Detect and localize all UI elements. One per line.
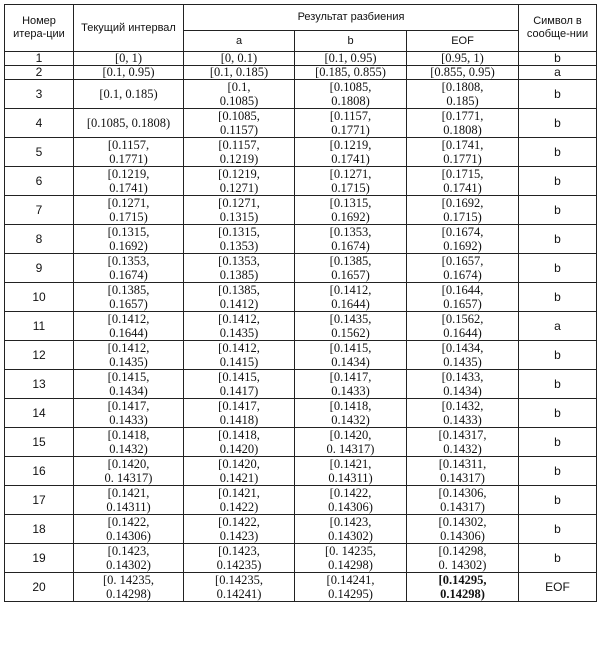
cell-interval-b: [0.14241, 0.14295) <box>295 573 407 602</box>
cell-iteration: 5 <box>5 138 74 167</box>
cell-interval-b: [0.1415, 0.1434) <box>295 341 407 370</box>
cell-symbol: a <box>519 66 597 80</box>
cell-iteration: 17 <box>5 486 74 515</box>
table-row <box>5 109 597 138</box>
cell-symbol: a <box>519 312 597 341</box>
table-row <box>5 544 597 573</box>
cell-symbol: b <box>519 52 597 66</box>
table-row <box>5 80 597 109</box>
cell-symbol: EOF <box>519 573 597 602</box>
cell-current-interval: [0.1, 0.185) <box>74 80 184 109</box>
cell-interval-b: [0. 14235, 0.14298) <box>295 544 407 573</box>
cell-interval-eof: [0.1434, 0.1435) <box>407 341 519 370</box>
cell-interval-eof: [0.1644, 0.1657) <box>407 283 519 312</box>
cell-interval-b: [0.1385, 0.1657) <box>295 254 407 283</box>
cell-interval-b: [0.1315, 0.1692) <box>295 196 407 225</box>
cell-symbol: b <box>519 225 597 254</box>
table-row <box>5 370 597 399</box>
cell-interval-a: [0.1315, 0.1353) <box>184 225 295 254</box>
table-row <box>5 399 597 428</box>
cell-symbol: b <box>519 457 597 486</box>
cell-interval-b: [0.1085, 0.1808) <box>295 80 407 109</box>
cell-iteration: 6 <box>5 167 74 196</box>
cell-interval-b: [0.1422, 0.14306) <box>295 486 407 515</box>
cell-interval-eof: [0.855, 0.95) <box>407 66 519 80</box>
cell-current-interval: [0.1, 0.95) <box>74 66 184 80</box>
cell-interval-eof: [0.1674, 0.1692) <box>407 225 519 254</box>
cell-interval-a: [0.1219, 0.1271) <box>184 167 295 196</box>
table-row <box>5 486 597 515</box>
cell-interval-eof: [0.1692, 0.1715) <box>407 196 519 225</box>
cell-interval-eof: [0.14311, 0.14317) <box>407 457 519 486</box>
cell-iteration: 16 <box>5 457 74 486</box>
cell-iteration: 2 <box>5 66 74 80</box>
cell-interval-a: [0.1412, 0.1435) <box>184 312 295 341</box>
cell-interval-b: [0.1421, 0.14311) <box>295 457 407 486</box>
table-row <box>5 196 597 225</box>
cell-iteration: 11 <box>5 312 74 341</box>
cell-iteration: 19 <box>5 544 74 573</box>
cell-interval-b: [0.1423, 0.14302) <box>295 515 407 544</box>
header-col-eof: EOF <box>407 31 519 52</box>
cell-interval-eof: [0.1715, 0.1741) <box>407 167 519 196</box>
cell-symbol: b <box>519 167 597 196</box>
cell-interval-a: [0.1157, 0.1219) <box>184 138 295 167</box>
table-row <box>5 283 597 312</box>
cell-interval-b: [0.1418, 0.1432) <box>295 399 407 428</box>
cell-iteration: 9 <box>5 254 74 283</box>
cell-current-interval: [0.1417, 0.1433) <box>74 399 184 428</box>
header-split-result: Результат разбиения <box>184 5 519 31</box>
table-row <box>5 312 597 341</box>
cell-interval-a: [0.1421, 0.1422) <box>184 486 295 515</box>
cell-interval-a: [0.14235, 0.14241) <box>184 573 295 602</box>
table-row <box>5 138 597 167</box>
cell-symbol: b <box>519 515 597 544</box>
cell-interval-b: [0.1157, 0.1771) <box>295 109 407 138</box>
cell-interval-eof: [0.14298, 0. 14302) <box>407 544 519 573</box>
cell-interval-eof: [0.1741, 0.1771) <box>407 138 519 167</box>
cell-current-interval: [0.1412, 0.1435) <box>74 341 184 370</box>
cell-interval-eof: [0.1657, 0.1674) <box>407 254 519 283</box>
header-col-a: a <box>184 31 295 52</box>
cell-current-interval: [0.1271, 0.1715) <box>74 196 184 225</box>
table-row <box>5 428 597 457</box>
cell-symbol: b <box>519 428 597 457</box>
table-row <box>5 225 597 254</box>
header-iteration: Номер итера-ции <box>5 5 74 52</box>
cell-current-interval: [0.1415, 0.1434) <box>74 370 184 399</box>
table-row <box>5 573 597 602</box>
cell-current-interval: [0.1085, 0.1808) <box>74 109 184 138</box>
table-row <box>5 167 597 196</box>
cell-iteration: 12 <box>5 341 74 370</box>
table-row <box>5 52 597 66</box>
cell-interval-a: [0.1385, 0.1412) <box>184 283 295 312</box>
cell-symbol: b <box>519 138 597 167</box>
cell-interval-eof: [0.1562, 0.1644) <box>407 312 519 341</box>
cell-interval-b: [0.1271, 0.1715) <box>295 167 407 196</box>
cell-interval-eof: [0.1432, 0.1433) <box>407 399 519 428</box>
cell-current-interval: [0.1412, 0.1644) <box>74 312 184 341</box>
cell-interval-a: [0.1, 0.185) <box>184 66 295 80</box>
cell-current-interval: [0.1423, 0.14302) <box>74 544 184 573</box>
cell-current-interval: [0.1315, 0.1692) <box>74 225 184 254</box>
cell-current-interval: [0.1418, 0.1432) <box>74 428 184 457</box>
cell-symbol: b <box>519 283 597 312</box>
cell-iteration: 3 <box>5 80 74 109</box>
cell-current-interval: [0.1421, 0.14311) <box>74 486 184 515</box>
cell-symbol: b <box>519 80 597 109</box>
cell-interval-a: [0, 0.1) <box>184 52 295 66</box>
cell-interval-a: [0.1420, 0.1421) <box>184 457 295 486</box>
cell-interval-b: [0.1435, 0.1562) <box>295 312 407 341</box>
table-body <box>5 52 597 602</box>
cell-iteration: 4 <box>5 109 74 138</box>
table-row <box>5 254 597 283</box>
table-row <box>5 341 597 370</box>
cell-current-interval: [0.1422, 0.14306) <box>74 515 184 544</box>
cell-current-interval: [0.1353, 0.1674) <box>74 254 184 283</box>
cell-interval-eof: [0.14295, 0.14298) <box>407 573 519 602</box>
header-col-b: b <box>295 31 407 52</box>
cell-iteration: 7 <box>5 196 74 225</box>
cell-interval-eof: [0.1771, 0.1808) <box>407 109 519 138</box>
cell-interval-a: [0.1423, 0.14235) <box>184 544 295 573</box>
cell-iteration: 13 <box>5 370 74 399</box>
cell-symbol: b <box>519 544 597 573</box>
cell-interval-a: [0.1415, 0.1417) <box>184 370 295 399</box>
cell-interval-eof: [0.1433, 0.1434) <box>407 370 519 399</box>
table-row <box>5 457 597 486</box>
cell-interval-b: [0.1417, 0.1433) <box>295 370 407 399</box>
cell-interval-a: [0.1412, 0.1415) <box>184 341 295 370</box>
header-current-interval: Текущий интервал <box>74 5 184 52</box>
cell-interval-a: [0.1418, 0.1420) <box>184 428 295 457</box>
cell-current-interval: [0.1385, 0.1657) <box>74 283 184 312</box>
cell-symbol: b <box>519 109 597 138</box>
cell-interval-b: [0.1353, 0.1674) <box>295 225 407 254</box>
cell-symbol: b <box>519 370 597 399</box>
cell-symbol: b <box>519 196 597 225</box>
cell-iteration: 1 <box>5 52 74 66</box>
cell-current-interval: [0.1219, 0.1741) <box>74 167 184 196</box>
cell-iteration: 15 <box>5 428 74 457</box>
cell-interval-a: [0.1353, 0.1385) <box>184 254 295 283</box>
cell-iteration: 8 <box>5 225 74 254</box>
cell-interval-b: [0.1412, 0.1644) <box>295 283 407 312</box>
cell-interval-eof: [0.1808, 0.185) <box>407 80 519 109</box>
cell-iteration: 18 <box>5 515 74 544</box>
cell-interval-b: [0.185, 0.855) <box>295 66 407 80</box>
cell-symbol: b <box>519 254 597 283</box>
table-row <box>5 515 597 544</box>
cell-interval-b: [0.1, 0.95) <box>295 52 407 66</box>
cell-iteration: 14 <box>5 399 74 428</box>
cell-symbol: b <box>519 399 597 428</box>
cell-current-interval: [0. 14235, 0.14298) <box>74 573 184 602</box>
cell-interval-eof: [0.95, 1) <box>407 52 519 66</box>
table-row <box>5 66 597 80</box>
cell-interval-a: [0.1422, 0.1423) <box>184 515 295 544</box>
header-symbol: Символ в сообще-нии <box>519 5 597 52</box>
arithmetic-coding-table <box>4 4 597 602</box>
cell-interval-b: [0.1420, 0. 14317) <box>295 428 407 457</box>
cell-iteration: 10 <box>5 283 74 312</box>
cell-interval-eof: [0.14302, 0.14306) <box>407 515 519 544</box>
cell-current-interval: [0.1420, 0. 14317) <box>74 457 184 486</box>
cell-iteration: 20 <box>5 573 74 602</box>
cell-current-interval: [0, 1) <box>74 52 184 66</box>
cell-current-interval: [0.1157, 0.1771) <box>74 138 184 167</box>
cell-interval-eof: [0.14317, 0.1432) <box>407 428 519 457</box>
cell-symbol: b <box>519 341 597 370</box>
cell-interval-a: [0.1271, 0.1315) <box>184 196 295 225</box>
cell-interval-a: [0.1417, 0.1418) <box>184 399 295 428</box>
cell-interval-eof: [0.14306, 0.14317) <box>407 486 519 515</box>
cell-interval-a: [0.1, 0.1085) <box>184 80 295 109</box>
cell-symbol: b <box>519 486 597 515</box>
cell-interval-a: [0.1085, 0.1157) <box>184 109 295 138</box>
cell-interval-b: [0.1219, 0.1741) <box>295 138 407 167</box>
